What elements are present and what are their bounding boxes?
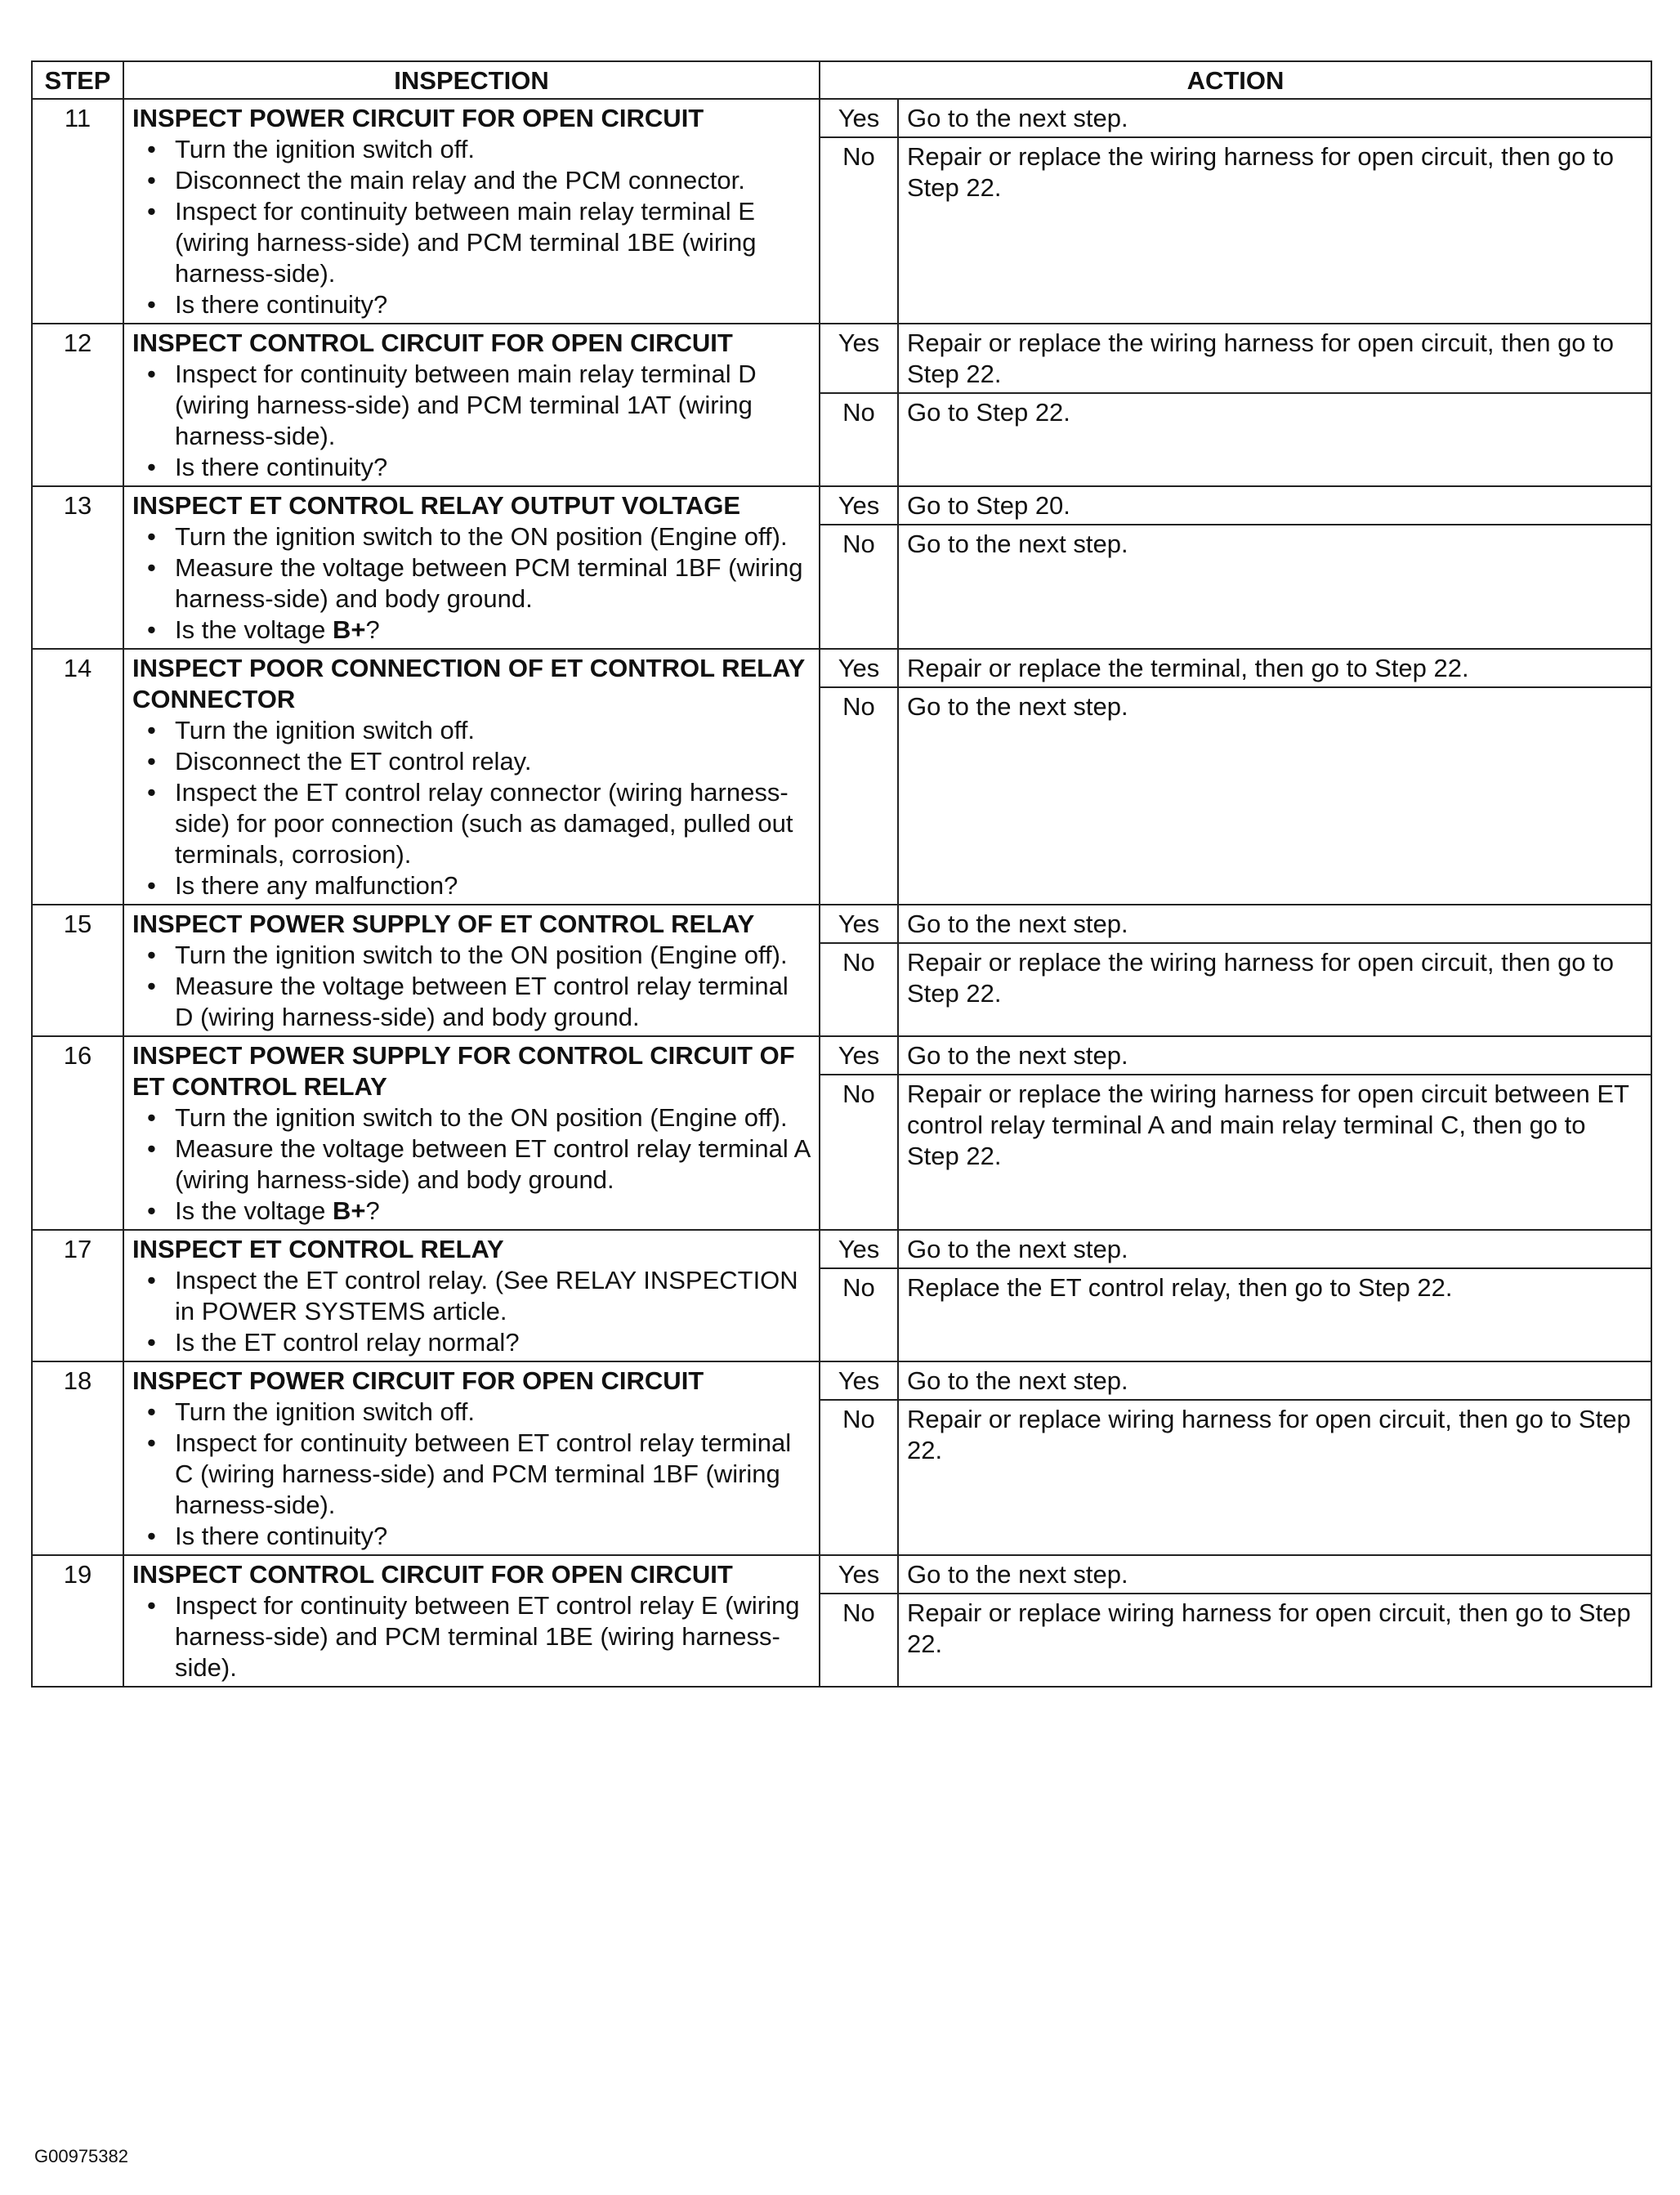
inspection-bullet-list <box>132 940 811 1033</box>
step-number: 16 <box>32 1036 123 1230</box>
no-action: Repair or replace the wiring harness for open circuit between ET control relay terminal A and main relay terminal C, then go to Step 22. <box>898 1075 1651 1230</box>
yes-action: Go to the next step. <box>898 1036 1651 1075</box>
header-action: ACTION <box>820 61 1651 99</box>
inspection-bullet-list <box>132 359 811 483</box>
step-number: 12 <box>32 324 123 486</box>
inspection-title: INSPECT POWER SUPPLY FOR CONTROL CIRCUIT OF ET CONTROL RELAY <box>132 1041 795 1101</box>
inspection-bullet-list <box>132 1397 811 1552</box>
no-label: No <box>820 137 898 324</box>
yes-action: Repair or replace the wiring harness for open circuit, then go to Step 22. <box>898 324 1651 393</box>
yes-label: Yes <box>820 1361 898 1400</box>
inspection-bullet: • Disconnect the main relay and the PCM connector. <box>132 165 811 196</box>
inspection-title: INSPECT POWER CIRCUIT FOR OPEN CIRCUIT <box>132 1366 704 1395</box>
inspection-bullet: • Is the ET control relay normal? <box>132 1327 811 1358</box>
no-label: No <box>820 1268 898 1361</box>
no-action: Go to the next step. <box>898 525 1651 649</box>
inspection-bullet-list <box>132 715 811 901</box>
inspection-bullet: • Is there continuity? <box>132 1521 811 1552</box>
inspection-cell <box>123 1361 820 1555</box>
no-label: No <box>820 1594 898 1687</box>
yes-action: Go to the next step. <box>898 1361 1651 1400</box>
yes-label: Yes <box>820 649 898 687</box>
inspection-bullet-list <box>132 1590 811 1683</box>
inspection-bullet: • Is the voltage B+? <box>132 615 811 646</box>
inspection-cell <box>123 1555 820 1687</box>
inspection-bullet: • Turn the ignition switch to the ON position (Engine off). <box>132 1102 811 1133</box>
inspection-bullet: • Measure the voltage between ET control relay terminal A (wiring harness-side) and body ground. <box>132 1133 811 1196</box>
inspection-title: INSPECT ET CONTROL RELAY OUTPUT VOLTAGE <box>132 491 741 520</box>
inspection-title: INSPECT CONTROL CIRCUIT FOR OPEN CIRCUIT <box>132 329 733 357</box>
yes-action: Go to the next step. <box>898 1555 1651 1594</box>
step-number: 14 <box>32 649 123 905</box>
no-label: No <box>820 393 898 486</box>
yes-label: Yes <box>820 1036 898 1075</box>
header-inspection: INSPECTION <box>123 61 820 99</box>
yes-label: Yes <box>820 905 898 943</box>
yes-label: Yes <box>820 1555 898 1594</box>
table-header-row <box>32 61 1651 99</box>
inspection-bullet: • Is there continuity? <box>132 289 811 320</box>
diagnostic-table <box>31 60 1652 1688</box>
no-label: No <box>820 525 898 649</box>
header-step: STEP <box>32 61 123 99</box>
inspection-bullet-list <box>132 1102 811 1227</box>
inspection-cell <box>123 99 820 324</box>
no-action: Repair or replace wiring harness for open circuit, then go to Step 22. <box>898 1400 1651 1555</box>
no-label: No <box>820 1075 898 1230</box>
inspection-title: INSPECT ET CONTROL RELAY <box>132 1235 504 1263</box>
step-row <box>32 99 1651 137</box>
inspection-cell <box>123 486 820 649</box>
no-action: Repair or replace the wiring harness for open circuit, then go to Step 22. <box>898 943 1651 1036</box>
inspection-bullet: • Inspect for continuity between main relay terminal E (wiring harness-side) and PCM terminal 1BE (wiring harness-side). <box>132 196 811 289</box>
step-row <box>32 1230 1651 1268</box>
inspection-bullet: • Turn the ignition switch to the ON position (Engine off). <box>132 940 811 971</box>
inspection-cell <box>123 905 820 1036</box>
inspection-bullet: • Measure the voltage between ET control relay terminal D (wiring harness-side) and body ground. <box>132 971 811 1033</box>
inspection-bullet: • Inspect for continuity between main relay terminal D (wiring harness-side) and PCM terminal 1AT (wiring harness-side). <box>132 359 811 452</box>
figure-code: G00975382 <box>34 2146 128 2166</box>
no-action: Repair or replace the wiring harness for open circuit, then go to Step 22. <box>898 137 1651 324</box>
yes-label: Yes <box>820 324 898 393</box>
inspection-bullet: • Is there continuity? <box>132 452 811 483</box>
inspection-bullet: • Is there any malfunction? <box>132 870 811 901</box>
inspection-title: INSPECT POWER SUPPLY OF ET CONTROL RELAY <box>132 910 755 938</box>
step-row <box>32 1036 1651 1075</box>
step-row <box>32 1555 1651 1594</box>
step-number: 11 <box>32 99 123 324</box>
yes-label: Yes <box>820 486 898 525</box>
inspection-bullet: • Inspect the ET control relay. (See RELAY INSPECTION in POWER SYSTEMS article. <box>132 1265 811 1327</box>
yes-action: Go to the next step. <box>898 99 1651 137</box>
step-number: 17 <box>32 1230 123 1361</box>
no-action: Go to Step 22. <box>898 393 1651 486</box>
inspection-title: INSPECT POOR CONNECTION OF ET CONTROL RELAY CONNECTOR <box>132 654 805 713</box>
step-number: 19 <box>32 1555 123 1687</box>
inspection-bullet: • Is the voltage B+? <box>132 1196 811 1227</box>
no-label: No <box>820 943 898 1036</box>
diagnostic-procedure-sheet <box>31 60 1651 1688</box>
step-number: 18 <box>32 1361 123 1555</box>
step-row <box>32 649 1651 687</box>
inspection-bullet: • Inspect for continuity between ET control relay terminal C (wiring harness-side) and PCM terminal 1BF (wiring harness-side). <box>132 1428 811 1521</box>
step-row <box>32 1361 1651 1400</box>
inspection-bullet: • Inspect for continuity between ET control relay E (wiring harness-side) and PCM terminal 1BE (wiring harness-side). <box>132 1590 811 1683</box>
step-number: 13 <box>32 486 123 649</box>
inspection-cell <box>123 324 820 486</box>
yes-label: Yes <box>820 99 898 137</box>
inspection-cell <box>123 1036 820 1230</box>
inspection-bullet: • Disconnect the ET control relay. <box>132 746 811 777</box>
no-action: Go to the next step. <box>898 687 1651 905</box>
inspection-bullet: • Measure the voltage between PCM terminal 1BF (wiring harness-side) and body ground. <box>132 552 811 615</box>
inspection-bullet: • Inspect the ET control relay connector (wiring harness-side) for poor connection (such as damaged, pulled out terminals, corrosion). <box>132 777 811 870</box>
step-number: 15 <box>32 905 123 1036</box>
inspection-bullet: • Turn the ignition switch off. <box>132 715 811 746</box>
inspection-title: INSPECT CONTROL CIRCUIT FOR OPEN CIRCUIT <box>132 1560 733 1589</box>
table-body <box>32 99 1651 1687</box>
yes-action: Go to Step 20. <box>898 486 1651 525</box>
step-row <box>32 324 1651 393</box>
yes-action: Go to the next step. <box>898 905 1651 943</box>
inspection-bullet: • Turn the ignition switch to the ON position (Engine off). <box>132 521 811 552</box>
yes-label: Yes <box>820 1230 898 1268</box>
no-action: Replace the ET control relay, then go to Step 22. <box>898 1268 1651 1361</box>
inspection-cell <box>123 1230 820 1361</box>
yes-action: Repair or replace the terminal, then go to Step 22. <box>898 649 1651 687</box>
step-row <box>32 486 1651 525</box>
inspection-bullet-list <box>132 1265 811 1358</box>
no-label: No <box>820 687 898 905</box>
no-action: Repair or replace wiring harness for open circuit, then go to Step 22. <box>898 1594 1651 1687</box>
inspection-cell <box>123 649 820 905</box>
inspection-bullet-list <box>132 521 811 646</box>
yes-action: Go to the next step. <box>898 1230 1651 1268</box>
step-row <box>32 905 1651 943</box>
inspection-bullet-list <box>132 134 811 320</box>
no-label: No <box>820 1400 898 1555</box>
inspection-bullet: • Turn the ignition switch off. <box>132 1397 811 1428</box>
inspection-bullet: • Turn the ignition switch off. <box>132 134 811 165</box>
inspection-title: INSPECT POWER CIRCUIT FOR OPEN CIRCUIT <box>132 104 704 132</box>
